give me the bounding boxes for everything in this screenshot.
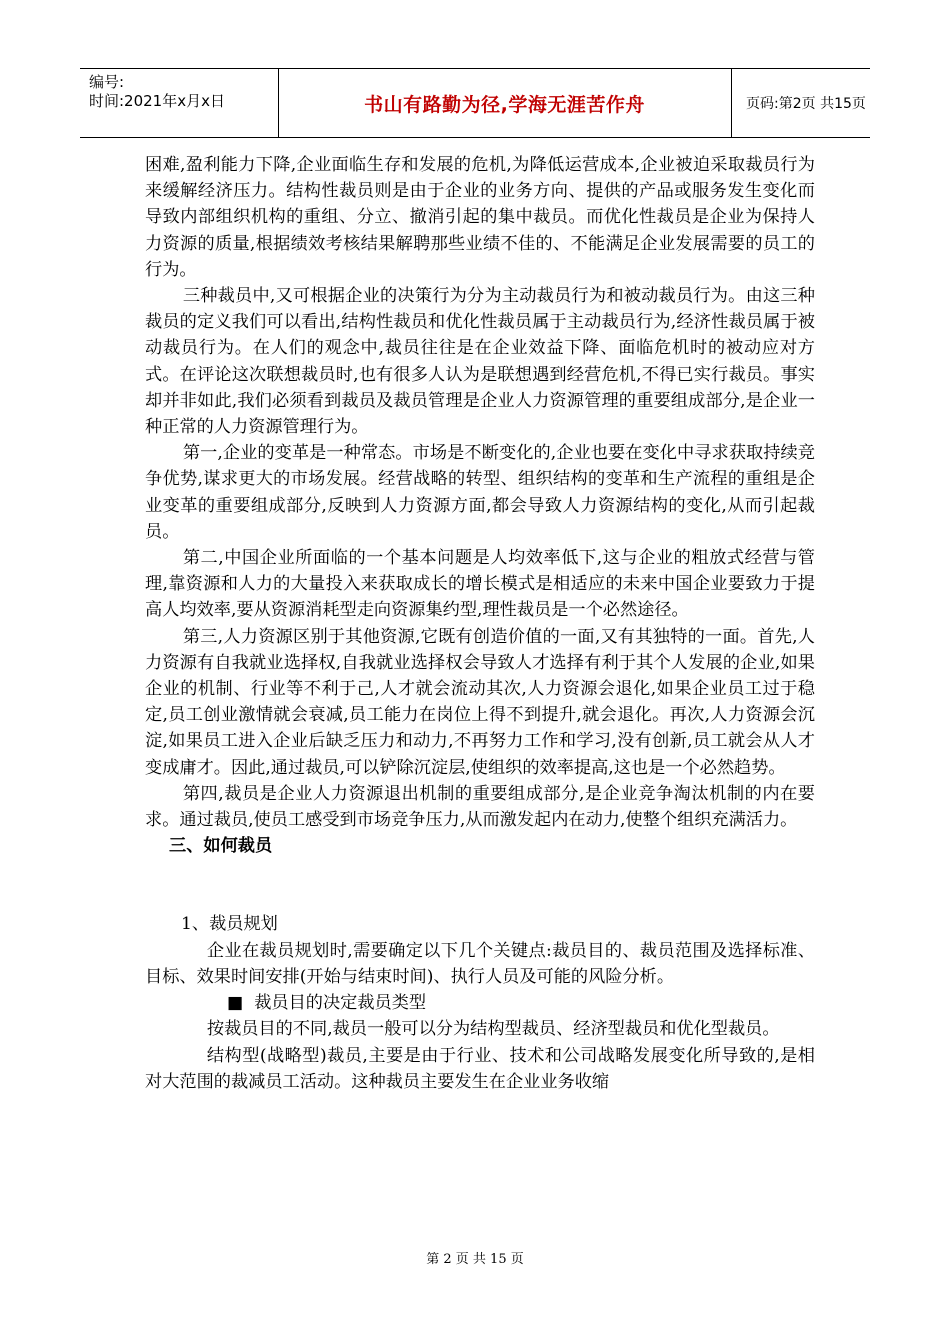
header-page-label: 页码:第2页 共15页 <box>746 96 866 112</box>
paragraph: 按裁员目的不同,裁员一般可以分为结构型裁员、经济型裁员和优化型裁员。 <box>206 1019 780 1040</box>
doc-number-label: 编号: <box>89 73 125 91</box>
header-meta-cell <box>80 69 279 137</box>
spacer <box>145 859 815 911</box>
paragraph: 企业在裁员规划时,需要确定以下几个关键点:裁员目的、裁员范围及选择标准、目标、效果时间安排(开始与结束时间)、执行人员及可能的风险分析。 <box>145 940 815 987</box>
document-body <box>145 152 815 1095</box>
sub-heading: 1、裁员规划 <box>181 914 278 935</box>
paragraph: 结构型(战略型)裁员,主要是由于行业、技术和公司战略发展变化所导致的,是相对大范围的裁减员工活动。这种裁员主要发生在企业业务收缩 <box>145 1045 815 1092</box>
header-motto-cell <box>278 69 732 137</box>
paragraph: 第三,人力资源区别于其他资源,它既有创造价值的一面,又有其独特的一面。首先,人力资源有自我就业选择权,自我就业选择权会导致人才选择有利于其个人发展的企业,如果企业的机制、行业等不利于己,人才就会流动其次,人力资源会退化,如果企业员工过于稳定,员工创业激情就会衰减,员工能力在岗位上得不到提升,就会退化。再次,人力资源会沉淀,如果员工进入企业后缺乏压力和动力,不再努力工作和学习,没有创新,员工就会从人才变成庸才。因此,通过裁员,可以铲除沉淀层,使组织的效率提高,这也是一个必然趋势。 <box>145 626 815 778</box>
paragraph: 第一,企业的变革是一种常态。市场是不断变化的,企业也要在变化中寻求获取持续竞争优势,谋求更大的市场发展。经营战略的转型、组织结构的变革和生产流程的重组是企业变革的重要组成部分,反映到人力资源方面,都会导致人力资源结构的变化,从而引起裁员。 <box>145 443 815 542</box>
paragraph: 困难,盈利能力下降,企业面临生存和发展的危机,为降低运营成本,企业被迫采取裁员行为来缓解经济压力。结构性裁员则是由于企业的业务方向、提供的产品或服务发生变化而导致内部组织机构的重组、分立、撤消引起的集中裁员。而优化性裁员是企业为保持人力资源的质量,根据绩效考核结果解聘那些业绩不佳的、不能满足企业发展需要的员工的行为。 <box>145 155 815 280</box>
section-heading: 三、如何裁员 <box>169 836 273 857</box>
doc-time-label: 时间:2021年x月x日 <box>89 92 225 110</box>
header-page-cell <box>732 69 870 137</box>
header-motto: 书山有路勤为径,学海无涯苦作舟 <box>364 93 645 116</box>
bullet-item <box>145 990 815 1016</box>
paragraph: 三种裁员中,又可根据企业的决策行为分为主动裁员行为和被动裁员行为。由这三种裁员的定义我们可以看出,结构性裁员和优化性裁员属于主动裁员行为,经济性裁员属于被动裁员行为。在人们的观念中,裁员往往是在企业效益下降、面临危机时的被动应对方式。在评论这次联想裁员时,也有很多人认为是联想遇到经营危机,不得已实行裁员。事实却并非如此,我们必须看到裁员及裁员管理是企业人力资源管理的重要组成部分,是企业一种正常的人力资源管理行为。 <box>145 286 815 438</box>
paragraph: 第二,中国企业所面临的一个基本问题是人均效率低下,这与企业的粗放式经营与管理,靠资源和人力的大量投入来获取成长的增长模式是相适应的未来中国企业要致力于提高人均效率,要从资源消耗型走向资源集约型,理性裁员是一个必然途径。 <box>145 548 815 621</box>
paragraph: 第四,裁员是企业人力资源退出机制的重要组成部分,是企业竞争淘汰机制的内在要求。通过裁员,使员工感受到市场竞争压力,从而激发起内在动力,使整个组织充满活力。 <box>145 783 815 831</box>
page-header <box>80 68 870 138</box>
bullet-text: 裁员目的决定裁员类型 <box>254 993 427 1014</box>
square-bullet-icon: ■ <box>227 993 244 1014</box>
page-footer: 第 2 页 共 15 页 <box>426 1252 524 1267</box>
